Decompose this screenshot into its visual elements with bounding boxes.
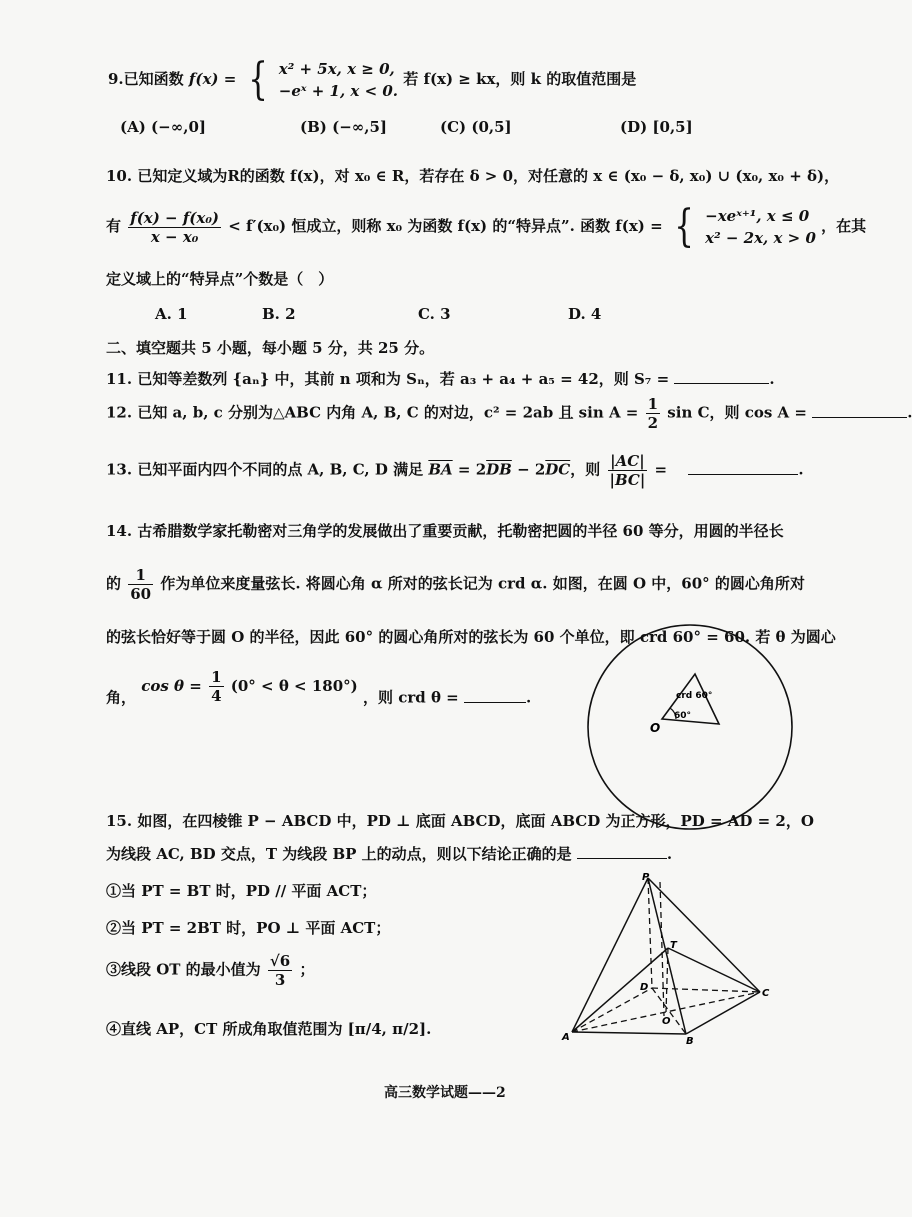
q15-item-4: ④直线 AP，CT 所成角取值范围为 [π/4, π/2]. xyxy=(106,1020,432,1038)
crd-60-label: crd 60° xyxy=(676,691,713,701)
q13-text: 13. 已知平面内四个不同的点 A, B, C, D 满足 xyxy=(106,460,424,479)
q13-end: . xyxy=(798,460,804,479)
q14-line-2-text: 作为单位来度量弦长. 将圆心角 α 所对的弦长记为 crd α. 如图，在圆 O 中，60° 的圆心角所对 xyxy=(160,574,805,593)
q10-case-2: x² − 2x, x > 0 xyxy=(705,229,816,247)
q13 xyxy=(106,452,804,489)
q13-then: ，则 xyxy=(570,460,601,479)
q10-definition: < f′(x₀) 恒成立，则称 x₀ 为函数 f(x) 的“特异点”. 函数 f(x) = xyxy=(228,217,663,235)
vertex-d-label: D xyxy=(640,982,649,993)
edge-bc xyxy=(686,992,760,1034)
q15-pyramid-figure xyxy=(560,866,786,1046)
q13-vector-ba: $\overline{BA}$ xyxy=(428,460,453,479)
q9-stem xyxy=(108,54,637,105)
q13-eq: = 2 xyxy=(457,460,487,479)
q12-text-a: 12. 已知 a, b, c 分别为△ABC 内角 A, B, C 的对边，c² = 2ab 且 sin A = xyxy=(106,403,639,422)
segment-po-hidden xyxy=(660,882,664,1016)
q10-suffix: ，在其 xyxy=(821,217,867,235)
q14-line-1: 14. 古希腊数学家托勒密对三角学的发展做出了重要贡献，托勒密把圆的半径 60 等分，用圆的半径长 xyxy=(106,522,784,540)
q15-item-2: ②当 PT = 2BT 时，PO ⊥ 平面 ACT； xyxy=(106,919,391,937)
q14-line-2-prefix: 的 xyxy=(106,574,122,593)
q12-answer-blank[interactable] xyxy=(812,403,907,418)
point-o-label: O xyxy=(662,1016,671,1027)
vertex-a-label: A xyxy=(562,1032,570,1043)
segment-ct xyxy=(668,948,760,992)
q13-vector-db: $\overline{DB}$ xyxy=(486,460,512,479)
q15-item-3-end: ； xyxy=(299,960,315,979)
q14-cos-num: 1 xyxy=(211,668,222,686)
q15-item-3-num: √6 xyxy=(269,952,291,970)
edge-ab xyxy=(572,1032,686,1034)
angle-60-label: 60° xyxy=(674,711,692,721)
q14-line-2 xyxy=(106,566,805,603)
q14-frac-num: 1 xyxy=(128,566,153,585)
q12-frac-num: 1 xyxy=(647,395,659,413)
circle-o xyxy=(588,625,792,829)
edge-pc xyxy=(648,878,760,992)
point-t-label: T xyxy=(670,940,677,951)
q9-option-a: (A) (−∞,0] xyxy=(120,118,206,136)
edge-pb xyxy=(648,878,686,1034)
q9-stem-text: 9.已知函数 xyxy=(108,70,184,88)
q13-fraction xyxy=(608,452,648,489)
q14-cos-den: 4 xyxy=(211,687,222,705)
q15-item-3-fraction xyxy=(268,952,292,989)
q9-cases xyxy=(279,58,398,102)
edge-dc-hidden xyxy=(652,988,760,992)
edge-pa xyxy=(572,878,648,1032)
q14-circle-figure xyxy=(582,660,798,794)
q9-case-2: −eˣ + 1, x < 0. xyxy=(278,82,399,100)
q14-cos-condition xyxy=(141,668,363,705)
q9-function-label: f(x) = xyxy=(188,70,237,88)
q14-answer-blank[interactable] xyxy=(464,688,526,703)
edge-ad-hidden xyxy=(572,988,652,1032)
q12-end: . xyxy=(907,403,912,422)
q11 xyxy=(106,368,775,389)
q10-frac-num: f(x) − f(x₀) xyxy=(130,208,220,227)
q12-frac-den: 2 xyxy=(647,414,659,432)
q9-condition: 若 f(x) ≥ kx，则 k 的取值范围是 xyxy=(403,70,637,88)
q10-option-b: B. 2 xyxy=(262,305,296,323)
q13-frac-den: |BC| xyxy=(609,471,646,489)
q15-answer-blank[interactable] xyxy=(577,844,667,859)
vertex-c-label: C xyxy=(762,988,770,999)
q14-line-4-prefix: 角， xyxy=(106,688,137,707)
q10-frac-den: x − x₀ xyxy=(150,227,199,246)
q14-frac-den: 60 xyxy=(130,585,152,603)
q10-line-1: 10. 已知定义域为R的函数 f(x)，对 x₀ ∈ R，若存在 δ > 0，对任意的 x ∈ (x₀ − δ, x₀) ∪ (x₀, x₀ + δ)， xyxy=(106,167,840,185)
section-2-heading: 二、填空题共 5 小题，每小题 5 分，共 25 分。 xyxy=(106,339,435,357)
vertex-p-label: P xyxy=(642,872,650,883)
q10-option-d: D. 4 xyxy=(568,305,602,323)
q11-end: . xyxy=(769,370,775,388)
vertex-b-label: B xyxy=(686,1036,694,1047)
q10-case-1: −xeˣ⁺¹, x ≤ 0 xyxy=(705,207,810,225)
q13-equals: = xyxy=(654,460,668,479)
center-o-label: O xyxy=(650,721,661,735)
q11-text: 11. 已知等差数列 {aₙ} 中，其前 n 项和为 Sₙ，若 a₃ + a₄ + a₅ = 42，则 S₇ = xyxy=(106,370,670,388)
q10-line-3: 定义域上的“特异点”个数是（ ） xyxy=(106,270,334,288)
q12-text-b: sin C，则 cos A = xyxy=(667,403,807,422)
q11-answer-blank[interactable] xyxy=(674,369,769,384)
q13-vector-dc: $\overline{DC}$ xyxy=(545,460,571,479)
q9-option-d: (D) [0,5] xyxy=(620,118,693,136)
q9-case-1: x² + 5x, x ≥ 0, xyxy=(278,60,395,78)
q12 xyxy=(106,395,912,432)
q10-option-a: A. 1 xyxy=(155,305,188,323)
q9-option-b: (B) (−∞,5] xyxy=(300,118,388,136)
q15-item-3 xyxy=(106,952,314,989)
q15-end: . xyxy=(666,845,673,863)
q14-line-4 xyxy=(106,668,532,717)
q14-cos-range: (0° < θ < 180°) xyxy=(230,676,358,695)
q10-brace: { xyxy=(674,201,694,252)
q12-fraction xyxy=(646,395,660,432)
q14-cos-fraction xyxy=(209,668,223,705)
q15-item-3-den: 3 xyxy=(274,971,286,989)
q10-option-c: C. 3 xyxy=(418,305,451,323)
q15-line-2-text: 为线段 AC, BD 交点，T 为线段 BP 上的动点，则以下结论正确的是 xyxy=(106,845,572,863)
q14-end: . xyxy=(525,688,532,707)
page-footer: 高三数学试题——2 xyxy=(384,1085,506,1101)
q14-line-4-question: ，则 crd θ = xyxy=(362,688,459,707)
q13-minus: − 2 xyxy=(517,460,546,479)
q13-answer-blank[interactable] xyxy=(688,460,798,475)
q9-option-c: (C) (0,5] xyxy=(440,118,512,136)
q14-fraction xyxy=(128,566,153,603)
q15-item-1: ①当 PT = BT 时，PD // 平面 ACT； xyxy=(106,882,377,900)
q15-line-1: 15. 如图，在四棱锥 P − ABCD 中，PD ⊥ 底面 ABCD，底面 ABCD 为正方形，PD = AD = 2，O xyxy=(106,812,814,830)
q14-cos-label: cos θ = xyxy=(141,676,202,695)
q14-line-3: 的弦长恰好等于圆 O 的半径，因此 60° 的圆心角所对的弦长为 60 个单位，即 crd 60° = 60. 若 θ 为圆心 xyxy=(106,628,836,646)
q10-prefix: 有 xyxy=(106,217,122,235)
q13-frac-num: |AC| xyxy=(608,452,648,471)
q10-fraction xyxy=(128,209,221,246)
q10-line-2 xyxy=(106,201,867,252)
q15-item-3-text: ③线段 OT 的最小值为 xyxy=(106,960,261,979)
q9-brace: { xyxy=(247,54,268,105)
q15-line-2 xyxy=(106,843,672,864)
q10-cases xyxy=(705,205,816,249)
